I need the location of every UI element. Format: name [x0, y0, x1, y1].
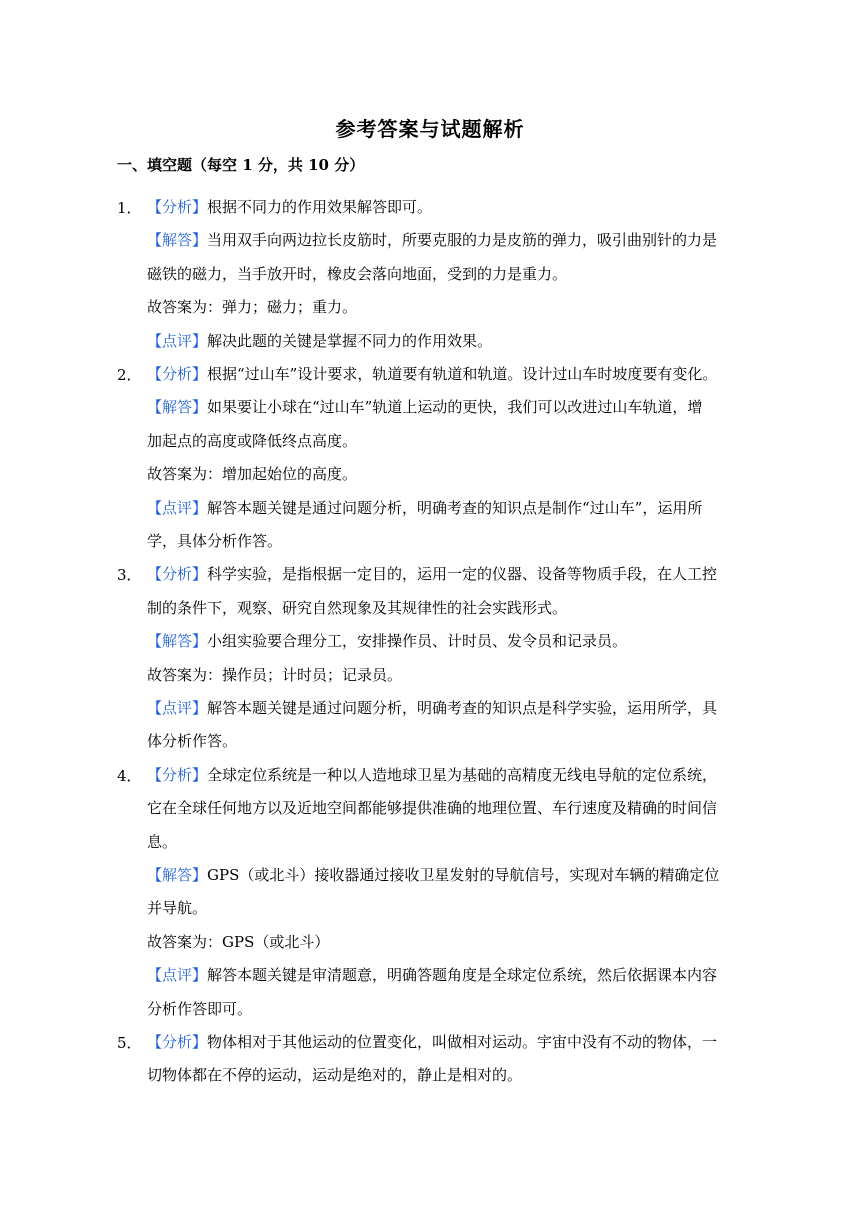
result-text: 故答案为：弹力；磁力；重力。 [147, 298, 358, 317]
comment-line [147, 498, 702, 518]
answer-line [147, 431, 357, 451]
analysis-text: 物体相对于其他运动的位置变化，叫做相对运动。宇宙中没有不动的物体，一 [207, 1033, 718, 1051]
analysis-line [147, 832, 177, 852]
answer-text: GPS（或北斗）接收器通过接收卫星发射的导航信号，实现对车辆的精确定位 [207, 865, 720, 884]
answer-text: 小组实验要合理分工，安排操作员、计时员、发令员和记录员。 [207, 632, 628, 651]
comment-line [147, 698, 717, 718]
analysis-tag: 【分析】 [147, 1033, 208, 1051]
analysis-text: 切物体都在不停的运动，运动是绝对的，静止是相对的。 [147, 1066, 523, 1085]
item-number: 1． [117, 199, 142, 217]
comment-text: 解答本题关键是审清题意，明确答题角度是全球定位系统，然后依据课本内容 [207, 966, 718, 985]
analysis-line [147, 798, 717, 818]
analysis-line [147, 564, 717, 584]
analysis-line [147, 598, 567, 618]
comment-line [147, 731, 237, 751]
comment-line [147, 999, 252, 1019]
comment-tag: 【点评】 [147, 498, 208, 517]
analysis-text: 它在全球任何地方以及近地空间都能够提供准确的地理位置、车行速度及精确的时间信 [147, 799, 718, 818]
answer-tag: 【解答】 [147, 632, 208, 651]
answer-text: 磁铁的磁力，当手放开时，橡皮会落向地面，受到的力是重力。 [147, 264, 568, 283]
analysis-tag: 【分析】 [147, 198, 208, 216]
answer-text: 当用双手向两边拉长皮筋时，所要克服的力是皮筋的弹力，吸引曲别针的力是 [207, 231, 718, 250]
answer-text: 并导航。 [147, 899, 208, 918]
answer-line [147, 898, 207, 918]
comment-text: 解答本题关键是通过问题分析，明确考查的知识点是科学实验，运用所学，具 [207, 698, 718, 717]
comment-text: 解答本题关键是通过问题分析，明确考查的知识点是制作“过山车”，运用所 [207, 498, 703, 517]
answer-text: 加起点的高度或降低终点高度。 [147, 431, 358, 450]
answer-line [147, 865, 719, 885]
analysis-line [147, 1032, 717, 1052]
answer-tag: 【解答】 [147, 231, 208, 250]
item-number: 3． [117, 566, 142, 585]
result-line [147, 932, 329, 952]
page-title: 参考答案与试题解析 [335, 117, 525, 141]
comment-line [147, 531, 282, 551]
comment-text: 解决此题的关键是掌握不同力的作用效果。 [207, 331, 493, 350]
result-text: 故答案为：GPS（或北斗） [147, 932, 330, 951]
answer-line [147, 264, 567, 284]
analysis-tag: 【分析】 [147, 765, 208, 784]
comment-text: 体分析作答。 [147, 732, 238, 751]
answer-tag: 【解答】 [147, 398, 208, 417]
comment-tag: 【点评】 [147, 331, 208, 350]
result-text: 故答案为：操作员；计时员；记录员。 [147, 665, 403, 684]
item-number: 5． [117, 1034, 142, 1052]
analysis-tag: 【分析】 [147, 365, 208, 383]
analysis-text: 根据不同力的作用效果解答即可。 [207, 198, 433, 216]
analysis-line [147, 364, 717, 384]
result-text: 故答案为：增加起始位的高度。 [147, 465, 358, 484]
comment-text: 分析作答即可。 [147, 999, 253, 1018]
comment-tag: 【点评】 [147, 966, 208, 985]
answer-line [147, 631, 627, 651]
analysis-text: 制的条件下，观察、研究自然现象及其规律性的社会实践形式。 [147, 598, 568, 617]
item-number: 4． [117, 766, 142, 785]
analysis-line [147, 197, 432, 217]
answer-line [147, 397, 702, 417]
comment-text: 学，具体分析作答。 [147, 532, 283, 550]
result-line [147, 464, 357, 484]
comment-line [147, 331, 492, 351]
comment-line [147, 965, 717, 985]
result-line [147, 665, 402, 685]
analysis-tag: 【分析】 [147, 565, 208, 584]
answer-text: 如果要让小球在“过山车”轨道上运动的更快，我们可以改进过山车轨道，增 [207, 398, 703, 417]
result-line [147, 297, 357, 317]
section-heading: 一、填空题（每空 1 分，共 10 分） [117, 156, 365, 174]
analysis-line [147, 765, 717, 785]
item-number: 2． [117, 366, 142, 384]
analysis-text: 根据“过山车”设计要求，轨道要有轨道和轨道。设计过山车时坡度要有变化。 [207, 365, 718, 383]
answer-line [147, 230, 717, 250]
comment-tag: 【点评】 [147, 698, 208, 717]
analysis-line [147, 1065, 522, 1085]
analysis-text: 息。 [147, 832, 178, 851]
analysis-text: 全球定位系统是一种以人造地球卫星为基础的高精度无线电导航的定位系统， [207, 765, 718, 784]
analysis-text: 科学实验，是指根据一定目的，运用一定的仪器、设备等物质手段，在人工控 [207, 565, 718, 584]
answer-tag: 【解答】 [147, 865, 208, 884]
